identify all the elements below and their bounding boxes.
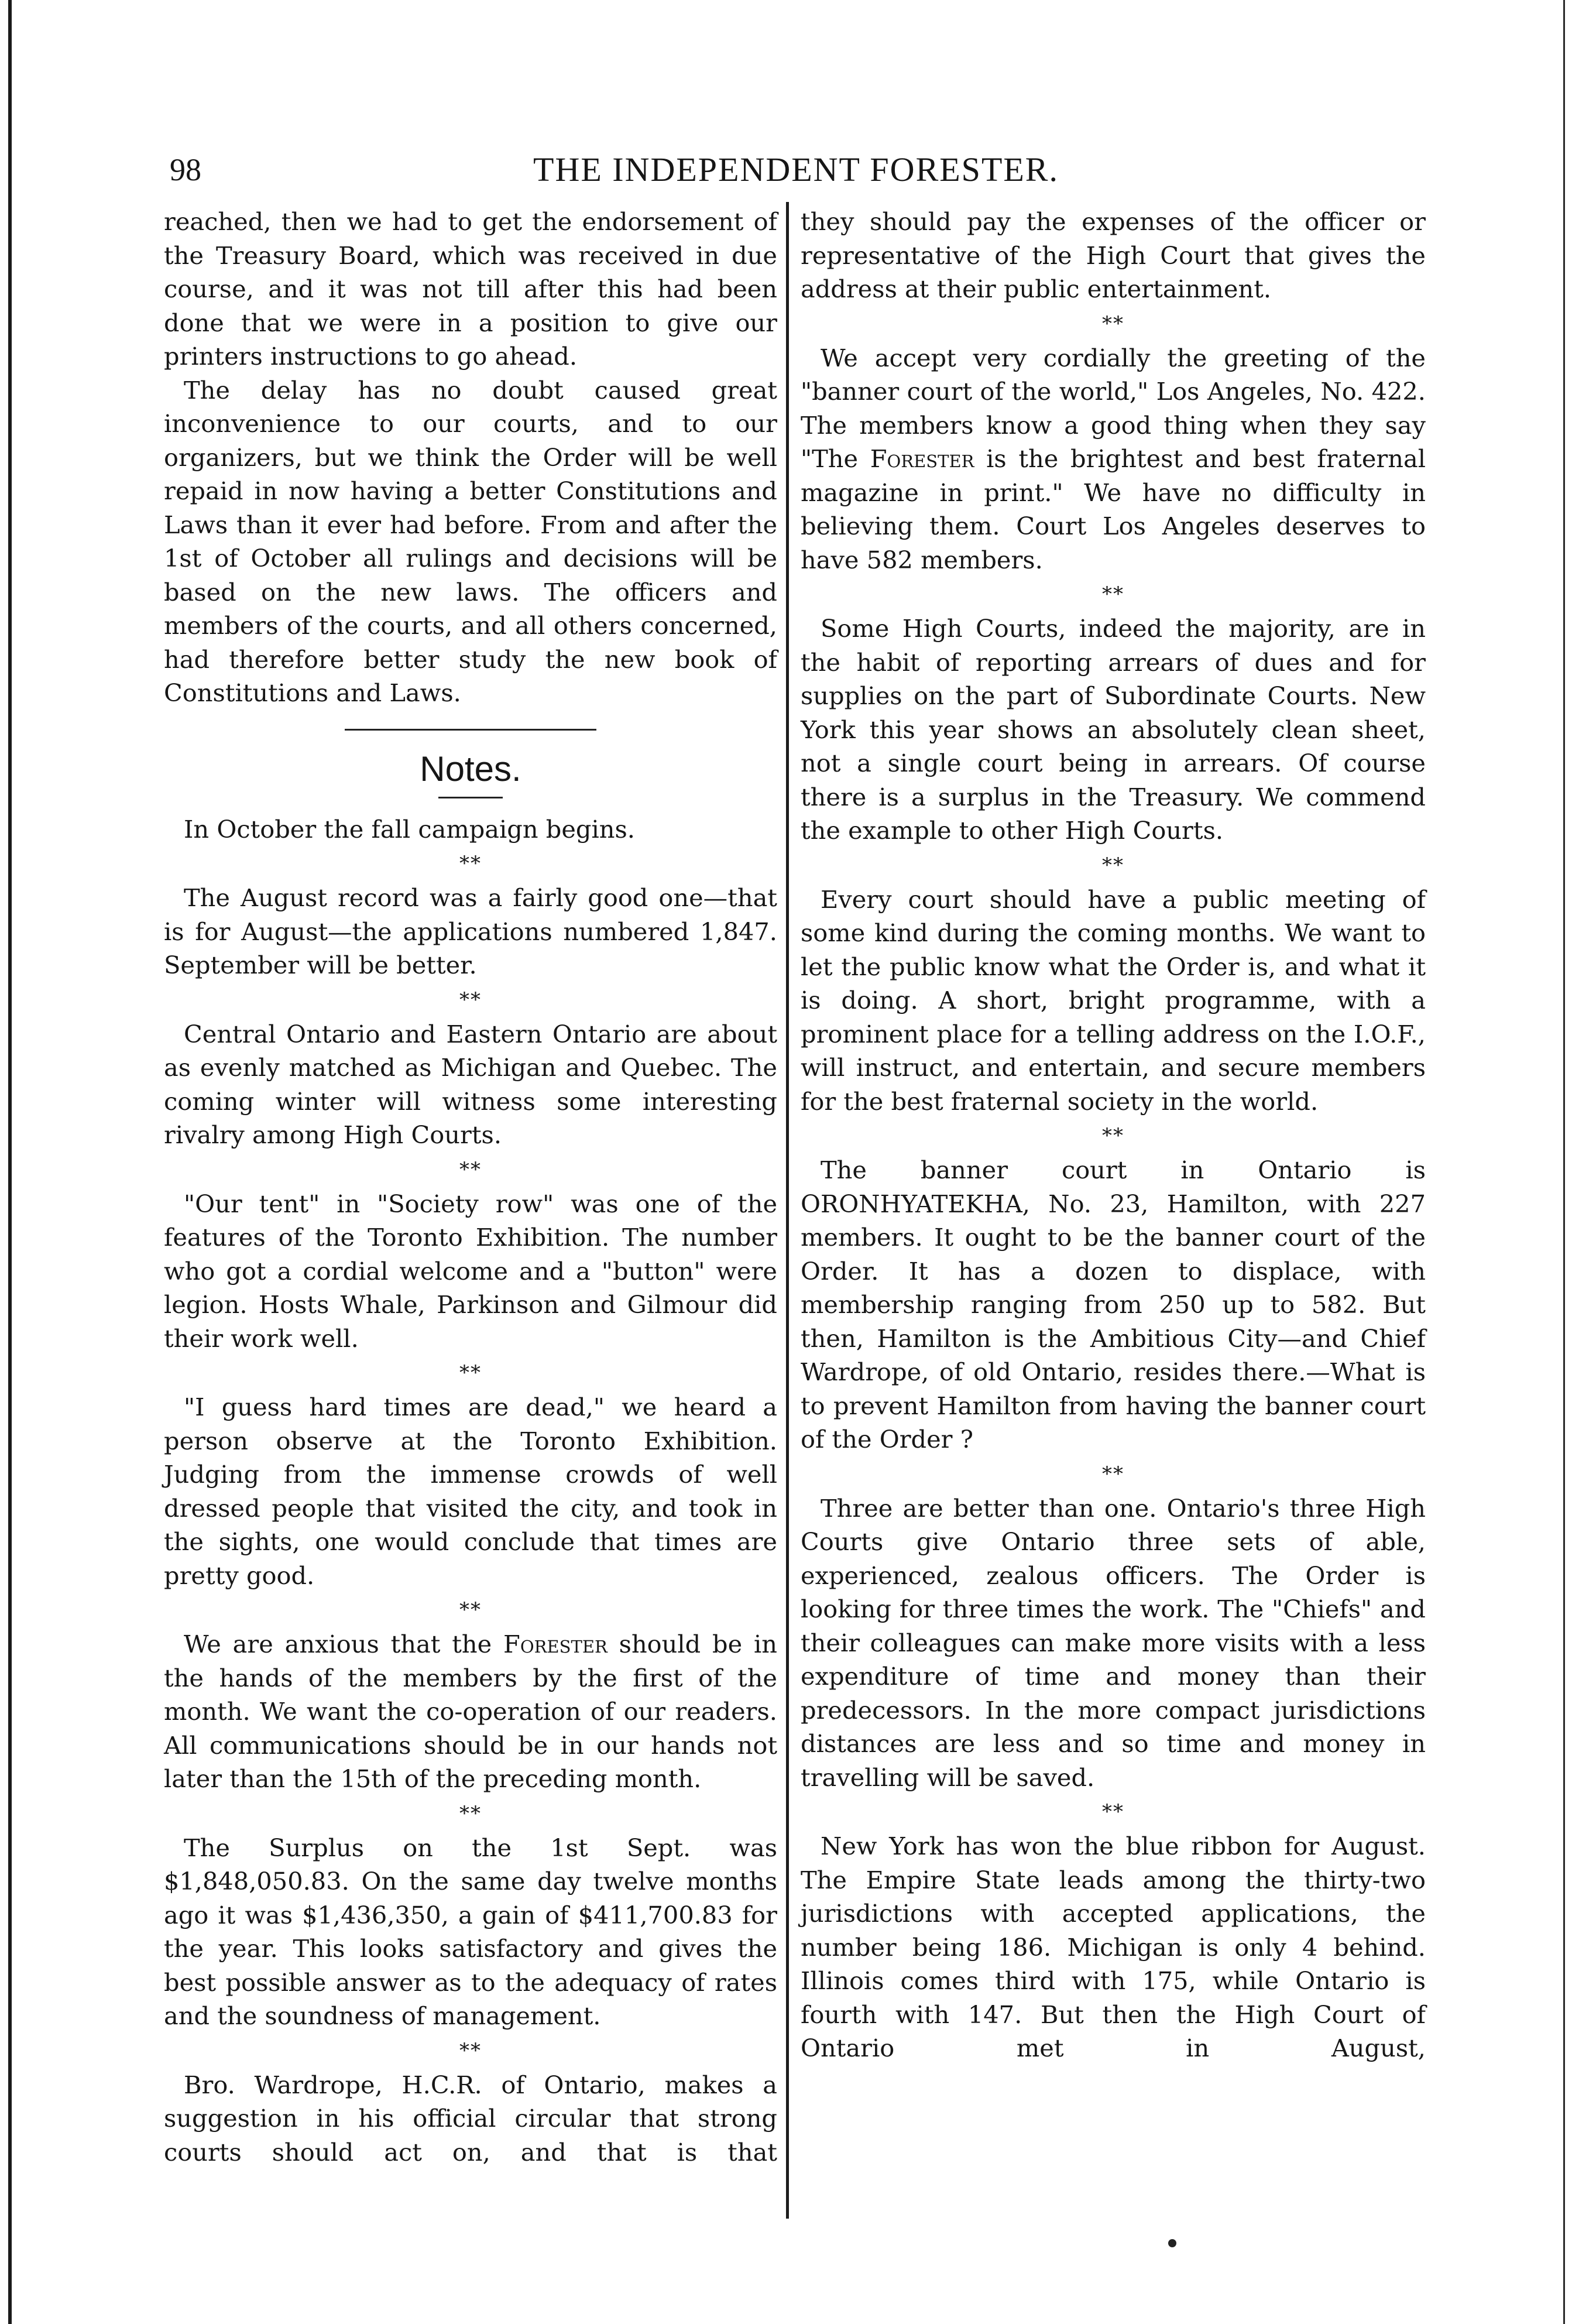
note-separator: **	[459, 988, 482, 1012]
note-separator: **	[459, 852, 482, 875]
journal-title: THE INDEPENDENT FORESTER.	[533, 150, 1059, 188]
note-separator: **	[459, 1598, 482, 1622]
running-head	[170, 146, 1422, 193]
note-separator: **	[459, 1801, 482, 1825]
note-separator: **	[1102, 853, 1124, 877]
note-forester-delivery: We are anxious that the Forester should be in the hands of the members by the first of the month. We want the co-operation of our readers. All communications should be in our hands not later than the 15th of the preceding month.	[164, 1630, 777, 1793]
note-separator: **	[459, 1157, 482, 1181]
ink-speck	[1168, 2239, 1176, 2247]
scan-edge-left	[8, 0, 12, 2324]
note-our-tent: "Our tent" in "Society row" was one of the features of the Toronto Exhibition. The number who got a cordial welcome and a "button" were legion. Hosts Whale, Parkinson and Gilmour did their work well.	[164, 1189, 777, 1353]
note-separator: **	[1102, 582, 1124, 606]
note-separator: **	[1102, 1124, 1124, 1147]
paragraph-printing-delay: reached, then we had to get the endorsement of the Treasury Board, which was received in due course, and it was not till after this had been done that we were in a position to give our printers instructions to go ahead.	[164, 207, 777, 371]
paragraph-new-laws: The delay has no doubt caused great inconvenience to our courts, and to our organizers, but we think the Order will be well repaid in now having a better Constitutions and Laws than it ever had before. From and after the 1st of October all rulings and decisions will be based on the new laws. The officers and members of the courts, and all others concerned, had therefore better study the new book of Constitutions and Laws.	[164, 375, 777, 707]
note-wardrope-suggestion: Bro. Wardrope, H.C.R. of Ontario, makes a suggestion in his official circular that strong courts should act on, and that is that	[164, 2070, 777, 2167]
note-banner-court-ontario: The banner court in Ontario is ORONHYATEKHA, No. 23, Hamilton, with 227 members. It ought to be the banner court of the Order. It has a dozen to displace, with membership ranging from 250 up to 582. But then, Hamilton is the Ambitious City—and Chief Wardrope, of old Ontario, resides there.—What is to prevent Hamilton from having the banner court of the Order ?	[801, 1156, 1426, 1454]
note-separator: **	[1102, 311, 1124, 335]
note-los-angeles: We accept very cordially the greeting of the "banner court of the world," Los Angeles, No. 422. The members know a good thing when they say "The Forester is the brightest and best fraternal magazine in print." We have no difficulty in believing them. Court Los Angeles deserves to have 582 members.	[801, 343, 1426, 574]
forester-name: Forester	[503, 1630, 607, 1658]
note-separator: **	[459, 2038, 482, 2062]
scan-edge-right	[1563, 0, 1565, 2324]
section-ornament	[164, 710, 777, 745]
forester-name: Forester	[870, 444, 974, 473]
notes-heading-rule	[438, 797, 503, 798]
note-separator: **	[1102, 1800, 1124, 1823]
note-separator: **	[459, 1361, 482, 1384]
note-surplus: The Surplus on the 1st Sept. was $1,848,050.83. On the same day twelve months ago it was $1,436,350, a gain of $411,700.83 for the year. This looks satisfactory and gives the best possible answer as to the adequacy of rates and the soundness of management.	[164, 1833, 777, 2030]
note-three-high-courts: Three are better than one. Ontario's three High Courts give Ontario three sets of able, experienced, zealous officers. The Order is looking for three times the work. The "Chiefs" and their colleagues can make more visits with a less expenditure of time and money than their predecessors. In the more compact jurisdictions distances are less and so time and money in travelling will be saved.	[801, 1493, 1426, 1792]
note-new-york-blue-ribbon: New York has won the blue ribbon for August. The Empire State leads among the thirty-two jurisdictions with accepted applications, the number being 186. Michigan is only 4 behind. Illinois comes third with 175, while Ontario is fourth with 147. But then the High Court of Ontario met in August,	[801, 1832, 1426, 2062]
left-column	[164, 205, 777, 2169]
ornament-rule	[345, 729, 596, 731]
note-public-entertainment: they should pay the expenses of the officer or representative of the High Court that gives the address at their public entertainment.	[801, 207, 1426, 303]
notes-heading: Notes.	[420, 749, 521, 789]
right-column	[801, 205, 1426, 2065]
note-ontario-rivalry: Central Ontario and Eastern Ontario are about as evenly matched as Michigan and Quebec. The coming winter will witness some interesting rivalry among High Courts.	[164, 1019, 777, 1149]
column-rule	[786, 202, 789, 2219]
note-arrears: Some High Courts, indeed the majority, are in the habit of reporting arrears of dues and for supplies on the part of Subordinate Courts. New York this year shows an absolutely clean sheet, not a single court being in arrears. Of course there is a surplus in the Treasury. We commend the example to other High Courts.	[801, 614, 1426, 845]
note-public-meeting: Every court should have a public meeting of some kind during the coming months. We want to let the public know what the Order is, and what it is doing. A short, bright programme, with a prominent place for a telling address on the I.O.F., will instruct, and entertain, and secure members for the best fraternal society in the world.	[801, 885, 1426, 1116]
note-august-record: The August record was a fairly good one—that is for August—the applications numbered 1,847. September will be better.	[164, 883, 777, 979]
note-hard-times: "I guess hard times are dead," we heard a person observe at the Toronto Exhibition. Judging from the immense crowds of well dressed people that visited the city, and took in the sights, one would conclude that times are pretty good.	[164, 1393, 777, 1590]
page-number: 98	[170, 152, 201, 187]
note-separator: **	[1102, 1462, 1124, 1486]
note-fall-campaign: In October the fall campaign begins.	[184, 814, 635, 844]
